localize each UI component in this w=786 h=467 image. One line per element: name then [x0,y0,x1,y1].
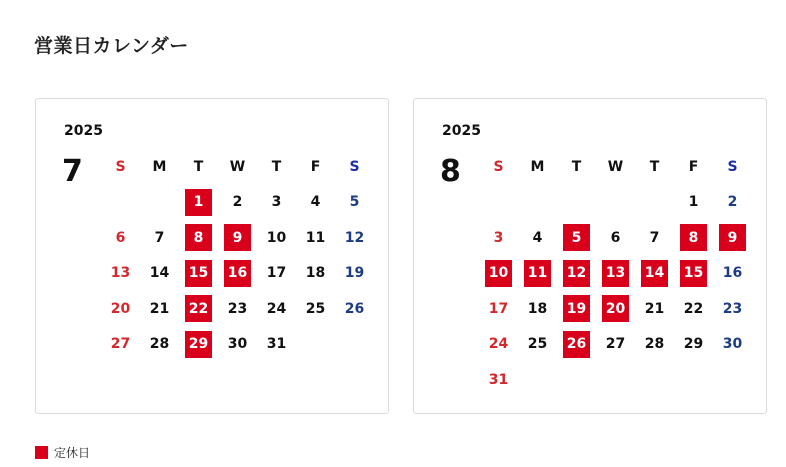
calendar-day: 31 [488,371,509,388]
calendar-day: 2 [232,194,243,211]
weekday-header: W [229,158,246,175]
weekday-header: S [115,158,126,175]
calendar-day: 4 [532,229,543,246]
calendar-day: 27 [605,336,626,353]
closed-day: 22 [185,295,212,322]
calendar-day: 30 [227,336,248,353]
calendar-day: 1 [688,194,699,211]
calendar-grid [479,149,752,398]
calendar-year: 2025 [64,123,103,139]
weekday-header: M [530,158,545,175]
closed-day: 19 [563,295,590,322]
weekday-header: T [571,158,582,175]
calendar-day: 6 [115,229,126,246]
closed-day: 10 [485,260,512,287]
closed-day: 5 [563,224,590,251]
calendar-day: 23 [722,300,743,317]
page-title: 営業日カレンダー [34,35,189,57]
calendar-day: 22 [683,300,704,317]
calendar-day: 29 [683,336,704,353]
calendar-day: 20 [110,300,131,317]
calendar-day: 24 [488,336,509,353]
weekday-header: W [607,158,624,175]
calendar-month: 7 [62,154,83,189]
calendar-day: 27 [110,336,131,353]
closed-day: 13 [602,260,629,287]
calendar-day: 26 [344,300,365,317]
calendar-day: 5 [349,194,360,211]
calendar-day: 30 [722,336,743,353]
calendar-day: 7 [649,229,660,246]
calendar-day: 11 [305,229,326,246]
calendar-day: 6 [610,229,621,246]
calendar-day: 3 [493,229,504,246]
calendar-july [35,98,389,414]
calendar-day: 19 [344,265,365,282]
calendar-august [413,98,767,414]
closed-day: 16 [224,260,251,287]
closed-day: 9 [224,224,251,251]
calendar-day: 28 [644,336,665,353]
weekday-header: S [493,158,504,175]
closed-day: 9 [719,224,746,251]
calendar-day: 31 [266,336,287,353]
calendar-day: 24 [266,300,287,317]
calendar-day: 2 [727,194,738,211]
calendar-day: 25 [527,336,548,353]
closed-day: 11 [524,260,551,287]
calendar-day: 21 [644,300,665,317]
calendar-day: 12 [344,229,365,246]
calendar-day: 25 [305,300,326,317]
calendar-day: 13 [110,265,131,282]
calendar-grid [101,149,374,362]
calendar-day: 17 [488,300,509,317]
closed-day: 8 [680,224,707,251]
weekday-header: S [349,158,360,175]
calendar-day: 28 [149,336,170,353]
closed-day: 29 [185,331,212,358]
closed-day: 14 [641,260,668,287]
calendar-day: 14 [149,265,170,282]
closed-day: 15 [680,260,707,287]
closed-day: 20 [602,295,629,322]
closed-day: 26 [563,331,590,358]
calendar-day: 16 [722,265,743,282]
calendar-day: 4 [310,194,321,211]
calendar-day: 3 [271,194,282,211]
calendar-month: 8 [440,154,461,189]
calendar-day: 18 [527,300,548,317]
weekday-header: T [193,158,204,175]
calendar-day: 18 [305,265,326,282]
closed-day: 12 [563,260,590,287]
calendar-day: 17 [266,265,287,282]
calendar-day: 7 [154,229,165,246]
closed-day: 15 [185,260,212,287]
weekday-header: F [310,158,321,175]
closed-day: 8 [185,224,212,251]
legend [35,444,90,461]
closed-day-swatch [35,446,48,459]
calendar-day: 23 [227,300,248,317]
weekday-header: T [649,158,660,175]
calendar-year: 2025 [442,123,481,139]
closed-day: 1 [185,189,212,216]
weekday-header: F [688,158,699,175]
weekday-header: T [271,158,282,175]
legend-label: 定休日 [54,446,91,460]
weekday-header: S [727,158,738,175]
calendar-day: 10 [266,229,287,246]
weekday-header: M [152,158,167,175]
calendar-day: 21 [149,300,170,317]
